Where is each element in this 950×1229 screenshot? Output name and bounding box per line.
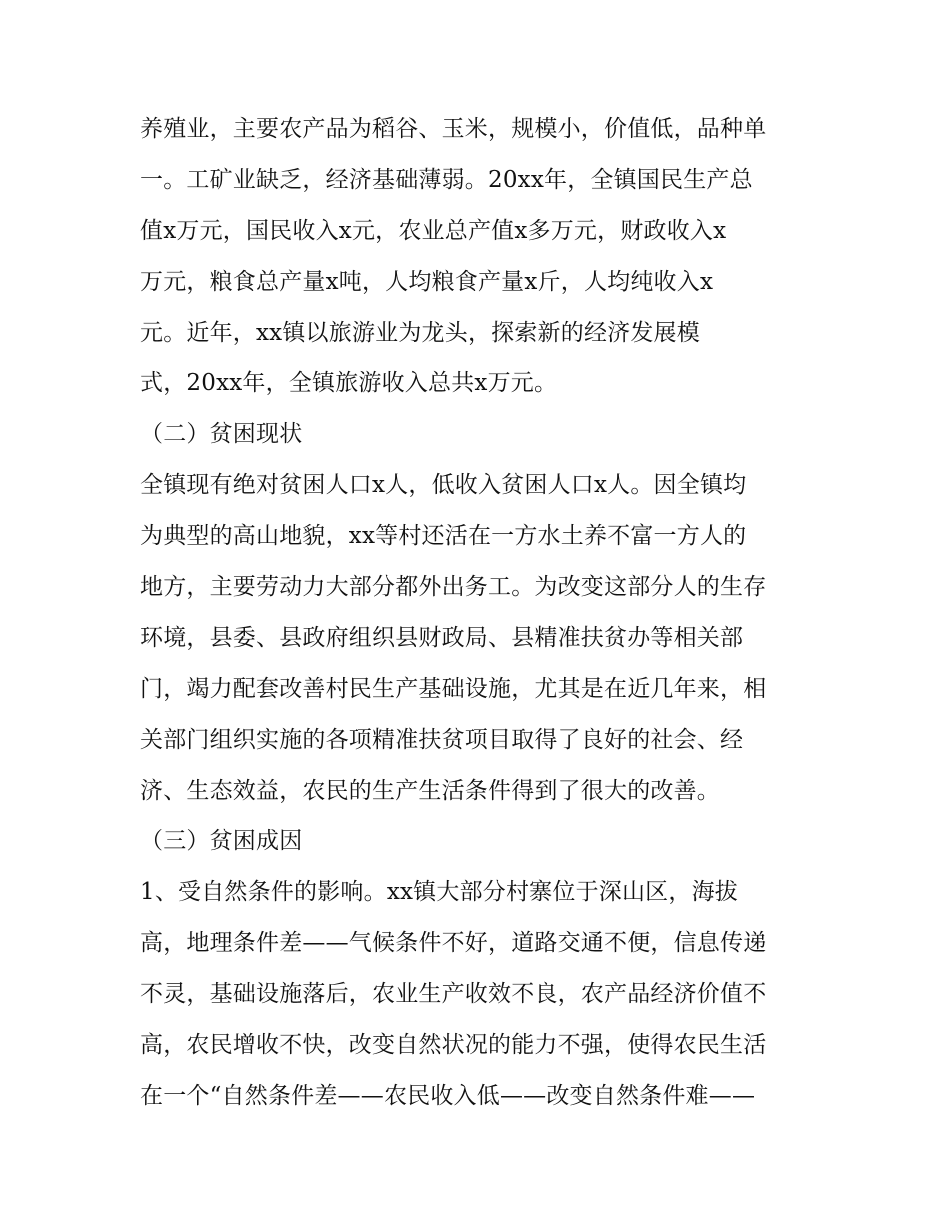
text-line: 地方，主要劳动力大部分都外出务工。为改变这部分人的生存: [140, 574, 767, 601]
text-line: 养殖业，主要农产品为稻谷、玉米，规模小，价值低，品种单: [140, 116, 767, 142]
text-line: 全镇现有绝对贫困人口x人，低收入贫困人口x人。因全镇均: [140, 472, 747, 499]
text-line: 式，20xx年，全镇旅游收入总共x万元。: [140, 370, 558, 397]
text-line: 环境，县委、县政府组织县财政局、县精准扶贫办等相关部: [140, 624, 744, 651]
text-line: 万元，粮食总产量x吨，人均粮食产量x斤，人均纯收入x: [140, 268, 714, 295]
text-line: 为典型的高山地貌，xx等村还活在一方水土养不富一方人的: [140, 523, 747, 550]
text-line: 值x万元，国民收入x元，农业总产值x多万元，财政收入x: [140, 217, 727, 244]
text-line: 不灵，基础设施落后，农业生产收效不良，农产品经济价值不: [140, 981, 767, 1008]
text-line: 在一个“自然条件差——农民收入低——改变自然条件难——: [140, 1082, 756, 1109]
text-line: 1、受自然条件的影响。xx镇大部分村寨位于深山区，海拔: [140, 879, 738, 906]
text-line: 高，地理条件差——气候条件不好，道路交通不便，信息传递: [140, 930, 767, 957]
text-line: 高，农民增收不快，改变自然状况的能力不强，使得农民生活: [140, 1032, 767, 1059]
text-line: 济、生态效益，农民的生产生活条件得到了很大的改善。: [140, 777, 720, 804]
text-line: 一。工矿业缺乏，经济基础薄弱。20xx年，全镇国民生产总: [140, 166, 753, 193]
document-body: [140, 104, 820, 1122]
text-line: 门，竭力配套改善村民生产基础设施，尤其是在近几年来，相: [140, 675, 767, 702]
text-line: 元。近年，xx镇以旅游业为龙头，探索新的经济发展模: [140, 319, 700, 346]
section-heading-poverty-status: （二）贫困现状: [140, 421, 303, 448]
text-line: 关部门组织实施的各项精准扶贫项目取得了良好的社会、经: [140, 726, 744, 753]
section-heading-poverty-causes: （三）贫困成因: [140, 828, 303, 855]
